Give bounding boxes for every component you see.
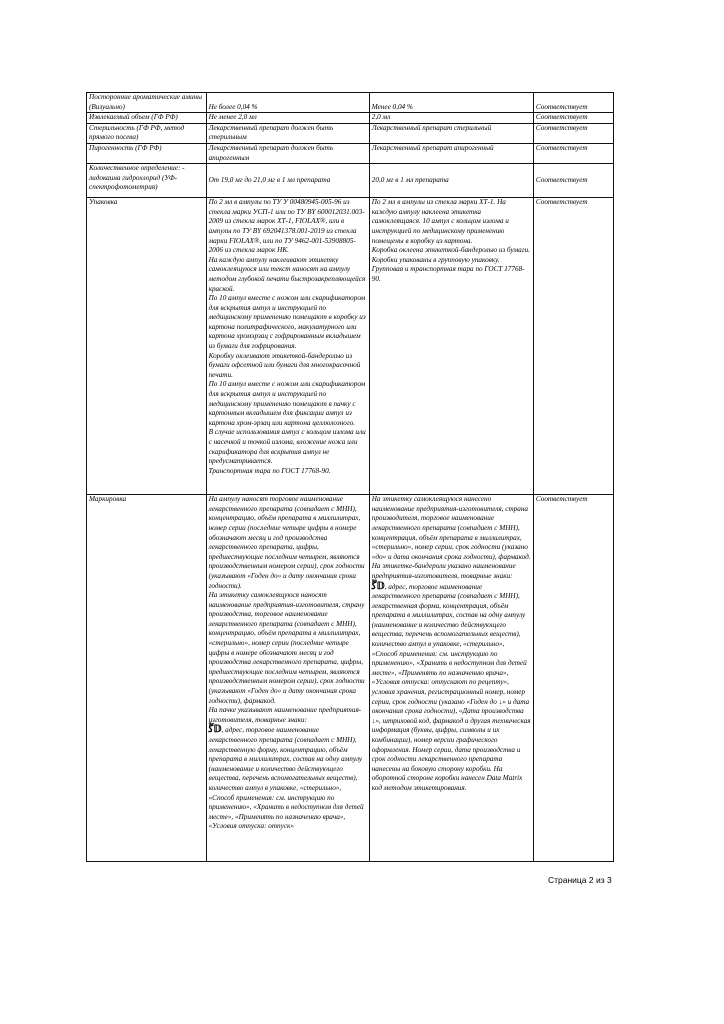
paragraph: По 2 мл в ампулы из стекла марки ХТ-1. На каждую ампулу наклеена этикетка самоклеящаяся. 10 ампул с кольцом излома и инструкцией по медицинскому применению помещены в коробку из картона. xyxy=(371,198,509,245)
result-cell: Лекарственный препарат апирогенный xyxy=(369,143,533,163)
table-row xyxy=(87,495,614,862)
paragraph: На этикетку самоклеящуюся нанесено наименование предприятия-изготовителя, страна производителя, торговое наименование лекарственного препарата (совпадает с МНН), концентрация, объём препарата в миллилитрах, «стерильно», номер серии, срок годности (указано «до» и дата окончания срока годности), фармакод. xyxy=(371,495,531,561)
paragraph: По 10 ампул вместе с ножом или скарификатором для вскрытия ампул и инструкцией по медицинскому применению помещают в пачку с картонным вкладышем для фиксации ампул из картона хром-эрзац или картона целлюлозного. xyxy=(208,380,366,427)
test-name-cell: Стерильность (ГФ РФ, метод прямого посева) xyxy=(87,123,207,143)
conclusion-cell: Соответствует xyxy=(533,113,613,124)
result-cell: 20,0 мг в 1 мл препарата xyxy=(369,164,533,198)
result-cell xyxy=(369,198,533,495)
requirement-cell xyxy=(206,198,369,495)
paragraph: На ампулу наносят торговое наименование лекарственного препарата (совпадает с МНН), концентрацию, объём препарата в миллилитрах, номер серии (последние четыре цифры в номере обозначают месяц и год производства лекарственного препарата, цифры, предшествующие последним четырем, являются производственным номером серии), срок годности (указывают «Годен до» и дату окончания срока годности). xyxy=(208,495,365,590)
test-name-cell: Маркировка xyxy=(87,495,207,862)
paragraph: Коробку оклеивают этикеткой-бандеролью из бумаги офсетной или бумаги для многокрасочной печати. xyxy=(208,351,361,379)
requirement-cell xyxy=(206,495,369,862)
paragraph: На каждую ампулу наклеивают этикетку самоклеящуюся или текст наносят на ампулу методом глубокой печати быстрозакрепляющейся краской. xyxy=(208,255,366,293)
table-row xyxy=(87,93,614,113)
specification-table xyxy=(86,92,614,862)
paragraph: Коробки упакованы в групповую упаковку. Групповая и транспортная тара по ГОСТ 17768-90. xyxy=(371,255,525,283)
result-cell xyxy=(369,495,533,862)
requirement-cell: Не менее 2,0 мл xyxy=(206,113,369,124)
table-row xyxy=(87,198,614,495)
table-row xyxy=(87,113,614,124)
paragraph: На пачке указывают наименование предприятия-изготовителя, товарные знаки: xyxy=(208,706,362,724)
result-cell: Менее 0,04 % xyxy=(369,93,533,113)
paragraph: На этикетку самоклеящуюся наносят наименование предприятия-изготовителя, страну производства, торговое наименование лекарственного препарата (совпадает с МНН), концентрацию, объём препарата в миллилитрах, «стерильно», номер серии (последние четыре цифры в номере обозначают месяц и год производства лекарственного препарата, цифры, предшествующие последним четырем, являются производственным номером серии), срок годности (указывают «Годен до» и дату окончания срока годности), фармакод. xyxy=(208,591,365,705)
trademark-logo-icon: ﮜ𝔻 xyxy=(371,580,385,592)
page-number: Страница 2 из 3 xyxy=(548,875,612,885)
table-row xyxy=(87,143,614,163)
requirement-cell: Лекарственный препарат должен быть апирогенным xyxy=(206,143,369,163)
paragraph: Транспортная тара по ГОСТ 17768-90. xyxy=(208,466,331,475)
conclusion-cell: Соответствует xyxy=(533,495,613,862)
requirement-cell: От 19,0 мг до 21,0 мг в 1 мл препарата xyxy=(206,164,369,198)
conclusion-cell: Соответствует xyxy=(533,143,613,163)
paragraph: ﮜ𝔻, адрес, торговое наименование лекарственного препарата (совпадает с МНН), лекарственную форму, концентрацию, объём препарата в миллилитрах, состав на одну ампулу (наименование и количество действующего вещества, перечень вспомогательных веществ), количество ампул в упаковке, «стерильно», «Способ применения: см. инструкцию по применению», «Хранить в недоступном для детей месте», «Применять по назначению врача», «Условия отпуска: отпуск» xyxy=(208,724,364,831)
requirement-cell: Лекарственный препарат должен быть стерильным xyxy=(206,123,369,143)
conclusion-cell: Соответствует xyxy=(533,123,613,143)
requirement-cell: Не более 0,04 % xyxy=(206,93,369,113)
paragraph: По 10 ампул вместе с ножом или скарификатором для вскрытия ампул и инструкцией по медицинскому применению помещают в коробку из картона политрафического, макулатурного или картона хромэрзац с гофрированным вкладышем из бумаги для гофрирования. xyxy=(208,294,366,351)
result-cell: Лекарственный препарат стерильный xyxy=(369,123,533,143)
test-name-cell: Количественное определение: - лидокаина гидрохлорид (УФ-спектрофотометрия) xyxy=(87,164,207,198)
test-name-cell: Пирогенность (ГФ РФ) xyxy=(87,143,207,163)
paragraph: Коробка оклеена этикеткой-бандеролью из бумаги. xyxy=(371,246,530,255)
paragraph: ﮜ𝔻, адрес, торговое наименование лекарственного препарата (совпадает с МНН), лекарственная форма, концентрация, объём препарата в миллилитрах, состав на одну ампулу (наименование и количество действующего вещества, перечень вспомогательных веществ), количество ампул в упаковке, «стерильно», «Способ применения: см. инструкцию по применению», «Хранить в недоступном для детей месте», «Применять по назначению врача», «Условия отпуска: отпускают по рецепту», условия хранения, регистрационный номер, номер серии, срок годности (указано «Годен до ↓» и дата окончания срока годности), «Дата производства ↓», штриховой код, фармакод и другая техническая информация (буквы, цифры, символы и их комбинации), номер версии графического оформления. Номер серии, дата производства и срок годности лекарственного препарата нанесены на боковую сторону коробки. На оборотной стороне коробки нанесен Data Matrix код методом этикетирования. xyxy=(371,580,531,792)
paragraph: В случае использования ампул с кольцом излома или с насечкой и точкой излома, вложение ножа или скарификатора для вскрытия ампул не предусматривается. xyxy=(208,428,366,466)
test-name-cell: Извлекаемый объем (ГФ РФ) xyxy=(87,113,207,124)
table-row xyxy=(87,123,614,143)
conclusion-cell: Соответствует xyxy=(533,198,613,495)
test-name-cell: Упаковка xyxy=(87,198,207,495)
result-cell: 2,0 мл xyxy=(369,113,533,124)
paragraph: По 2 мл в ампулы по ТУ У 00480945-005-96 из стекла марки УСП-1 или по ТУ BY 600012031.003-2009 из стекла марок ХТ-1, FIOLAX®, или в ампулы по ТУ BY 692041378.001-2019 из стекла марки FIOLAX®, или по ТУ 9462-001-53908805-2006 из стекла марок НК. xyxy=(208,198,365,255)
paragraph: На этикетке-бандероли указано наименование предприятия-изготовителя, товарные знаки: xyxy=(371,562,516,580)
conclusion-cell: Соответствует xyxy=(533,93,613,113)
conclusion-cell: Соответствует xyxy=(533,164,613,198)
table-row xyxy=(87,164,614,198)
trademark-logo-icon: ﮜ𝔻 xyxy=(208,724,222,736)
test-name-cell: Посторонние ароматические амины (Визуально) xyxy=(87,93,207,113)
